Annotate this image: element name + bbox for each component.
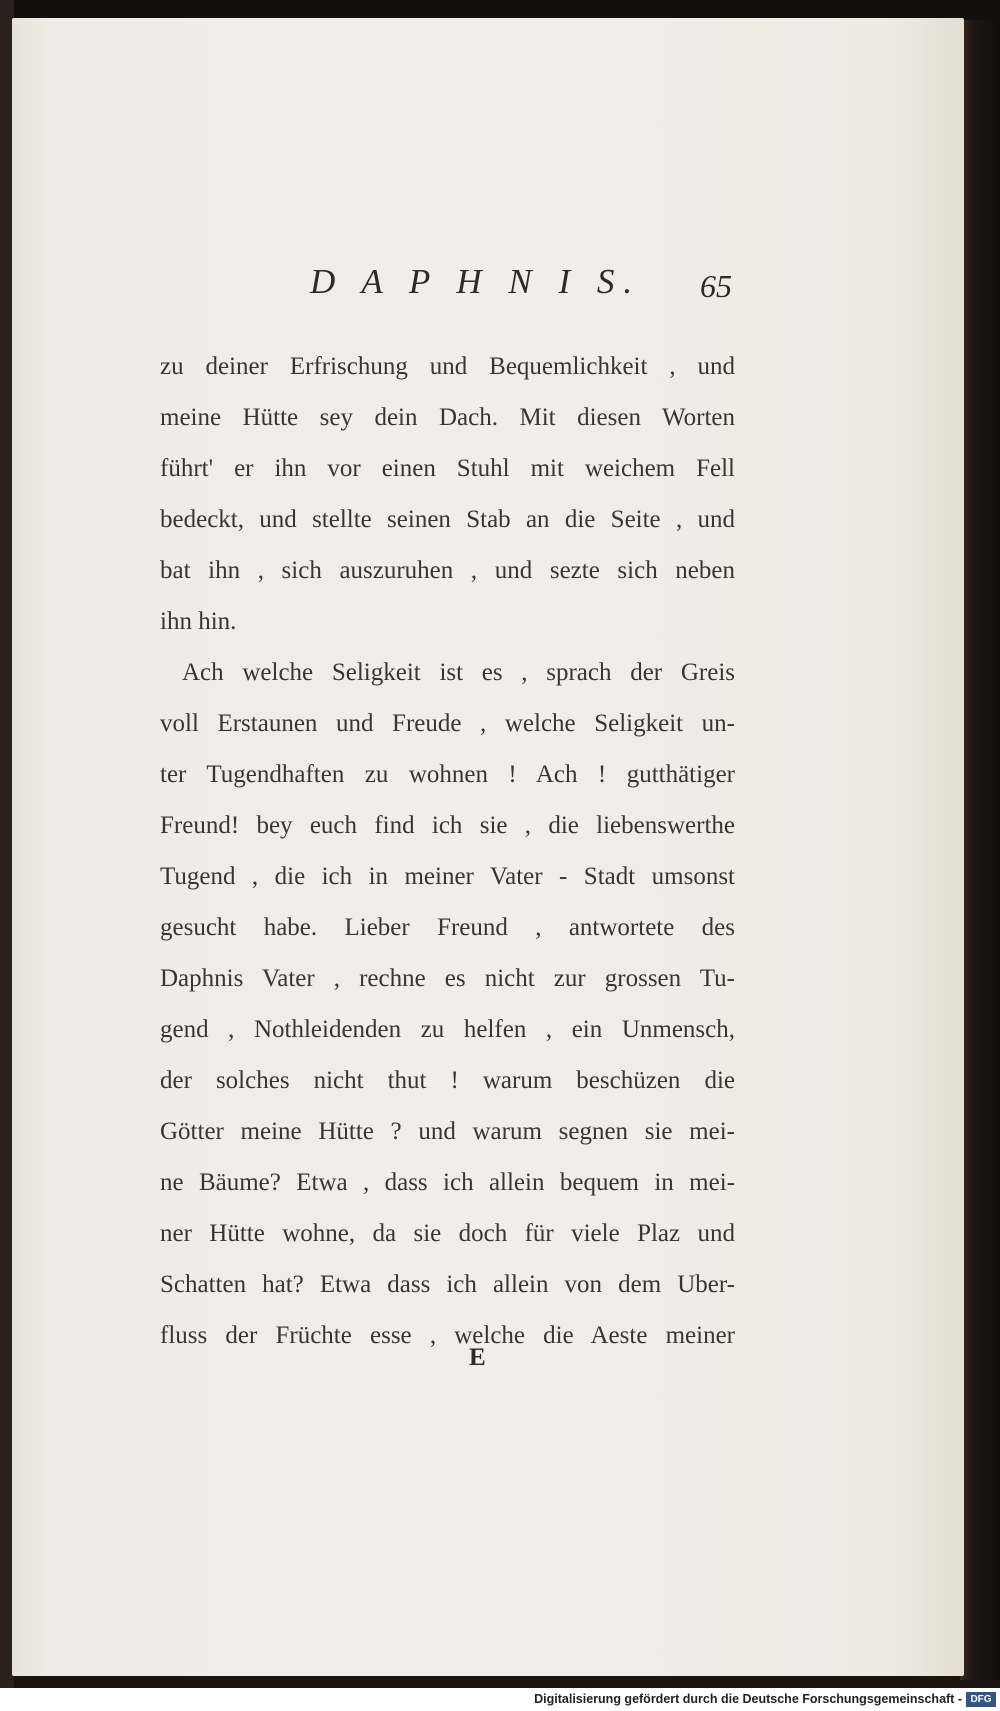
text-line: ner Hütte wohne, da sie doch für viele Plaz und xyxy=(160,1220,735,1247)
text-line: ne Bäume? Etwa , dass ich allein bequem in mei- xyxy=(160,1169,735,1196)
text-line: fluss der Früchte esse , welche die Aeste meiner xyxy=(160,1322,735,1349)
text-line: Daphnis Vater , rechne es nicht zur grossen Tu- xyxy=(160,965,735,992)
text-line: Tugend , die ich in meiner Vater - Stadt umsonst xyxy=(160,863,735,890)
book-edge xyxy=(960,20,1000,1680)
page-number: 65 xyxy=(700,268,732,304)
footer-bar xyxy=(0,1688,1000,1711)
text-line: Ach welche Seligkeit ist es , sprach der Greis xyxy=(182,659,735,686)
text-line: führt' er ihn vor einen Stuhl mit weichem Fell xyxy=(160,455,735,482)
text-line: Schatten hat? Etwa dass ich allein von dem Uber- xyxy=(160,1271,735,1298)
text-line: ter Tugendhaften zu wohnen ! Ach ! gutthätiger xyxy=(160,761,735,788)
running-head: D A P H N I S. xyxy=(310,262,642,301)
body-text xyxy=(160,341,735,1361)
dfg-logo: DFG xyxy=(966,1692,996,1707)
text-line: voll Erstaunen und Freude , welche Seligkeit un- xyxy=(160,710,735,737)
signature-mark: E xyxy=(469,1344,486,1371)
text-line: zu deiner Erfrischung und Bequemlichkeit , und xyxy=(160,353,735,380)
text-line: Götter meine Hütte ? und warum segnen sie mei- xyxy=(160,1118,735,1145)
funding-credit: Digitalisierung gefördert durch die Deutsche Forschungsgemeinschaft - xyxy=(534,1692,962,1706)
text-line: der solches nicht thut ! warum beschüzen die xyxy=(160,1067,735,1094)
text-line: bedeckt, und stellte seinen Stab an die Seite , und xyxy=(160,506,735,533)
text-line: Freund! bey euch find ich sie , die liebenswerthe xyxy=(160,812,735,839)
text-line: meine Hütte sey dein Dach. Mit diesen Worten xyxy=(160,404,735,431)
text-line: bat ihn , sich auszuruhen , und sezte sich neben xyxy=(160,557,735,584)
text-line: ihn hin. xyxy=(160,608,237,635)
text-line: gesucht habe. Lieber Freund , antwortete des xyxy=(160,914,735,941)
text-line: gend , Nothleidenden zu helfen , ein Unmensch, xyxy=(160,1016,735,1043)
